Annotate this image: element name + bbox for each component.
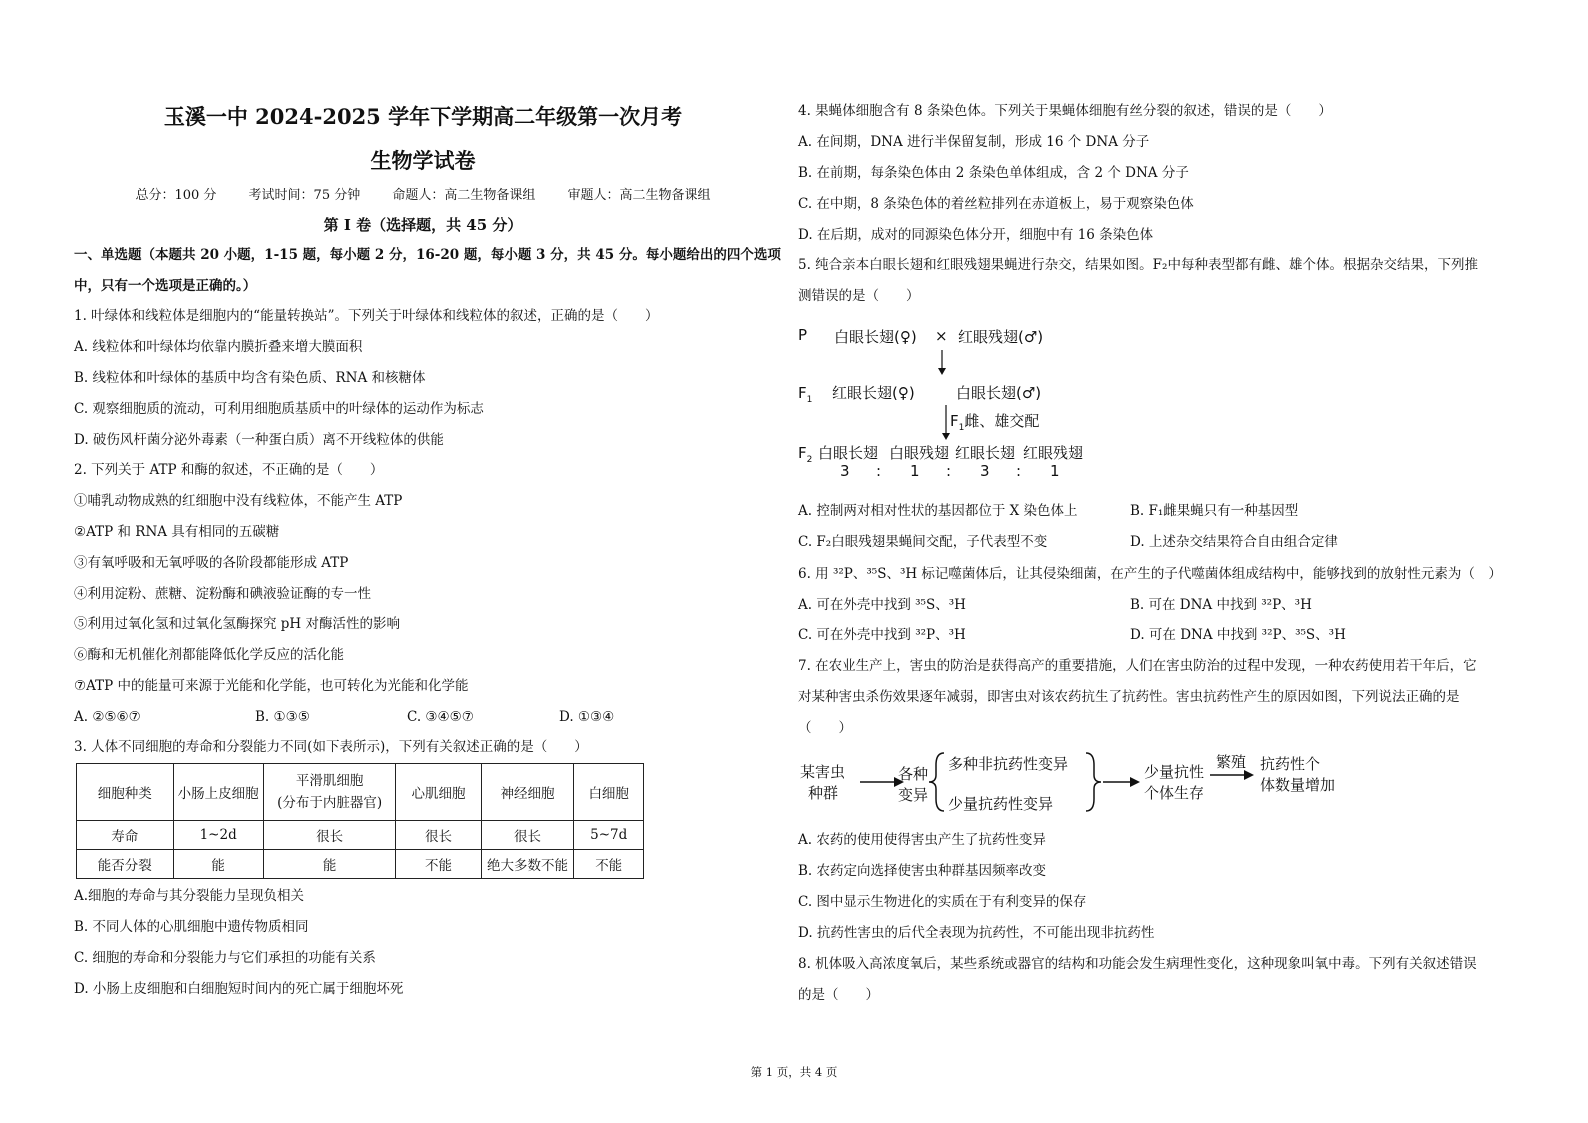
- table-cell: 很长: [481, 821, 574, 850]
- reproduction-label: 繁殖: [1216, 753, 1247, 771]
- q2-statement-5: ⑤利用过氧化氢和过氧化氢酶探究 pH 对酶活性的影响: [74, 616, 400, 632]
- page-footer: 第 1 页，共 4 页: [750, 1065, 838, 1079]
- q5-stem-line-2: 测错误的是（ ）: [798, 288, 920, 304]
- q6-option-c: C. 可在外壳中找到 ³²P、³H: [798, 627, 966, 643]
- table-cell: 很长: [263, 821, 396, 850]
- q1-stem: 1. 叶绿体和线粒体是细胞内的“能量转换站”。下列关于叶绿体和线粒体的叙述，正确的是（ ）: [74, 308, 659, 324]
- table-header: [263, 764, 396, 821]
- q7-stem-line-3: （ ）: [798, 720, 852, 736]
- table-header: 小肠上皮细胞: [173, 764, 263, 821]
- q5-stem-line-1: 5. 纯合亲本白眼长翅和红眼残翅果蝇进行杂交，结果如图。F₂中每种表型都有雌、雄个体。根据杂交结果，下列推: [798, 257, 1478, 273]
- q2-stem: 2. 下列关于 ATP 和酶的叙述，不正确的是（ ）: [74, 462, 384, 478]
- q2-statement-4: ④利用淀粉、蔗糖、淀粉酶和碘液验证酶的专一性: [74, 586, 371, 602]
- f2-type: 白眼长翅: [818, 444, 879, 462]
- table-row: [77, 850, 644, 879]
- f2-type: 红眼残翅: [1023, 444, 1084, 462]
- exam-subtitle: 生物学试卷: [370, 148, 476, 173]
- f2-type: 红眼长翅: [955, 444, 1016, 462]
- q2-statement-2: ②ATP 和 RNA 具有相同的五碳糖: [74, 524, 280, 540]
- q7-option-d: D. 抗药性害虫的后代全表现为抗药性，不可能出现非抗药性: [798, 925, 1155, 941]
- q8-stem-line-2: 的是（ ）: [798, 987, 879, 1003]
- q1-option-d: D. 破伤风杆菌分泌外毒素（一种蛋白质）离不开线粒体的供能: [74, 432, 444, 448]
- p-male: 红眼残翅(♂): [958, 328, 1044, 346]
- p-label: P: [798, 326, 808, 344]
- table-header: 心肌细胞: [396, 764, 481, 821]
- q6-option-a: A. 可在外壳中找到 ³⁵S、³H: [798, 597, 966, 613]
- q4-option-b: B. 在前期，每条染色体由 2 条染色单体组成，含 2 个 DNA 分子: [798, 165, 1189, 181]
- q3-option-a: A.细胞的寿命与其分裂能力呈现负相关: [74, 888, 305, 904]
- ratio-colon: :: [946, 462, 952, 480]
- q4-option-d: D. 在后期，成对的同源染色体分开，细胞中有 16 条染色体: [798, 227, 1154, 243]
- q3-stem: 3. 人体不同细胞的寿命和分裂能力不同(如下表所示)，下列有关叙述正确的是（ ）: [74, 739, 588, 755]
- resistance-diagram: [798, 745, 1358, 820]
- f2-type: 白眼残翅: [889, 444, 950, 462]
- cross-diagram: [798, 318, 1118, 488]
- survival-label: 少量抗性: [1144, 763, 1205, 781]
- f2-ratio: 3: [840, 462, 850, 480]
- table-cell: 寿命: [77, 821, 174, 850]
- resistant-label: 少量抗药性变异: [948, 795, 1054, 813]
- table-cell: 不能: [574, 850, 644, 879]
- q2-option-a: A. ②⑤⑥⑦: [74, 709, 141, 725]
- q5-option-a: A. 控制两对相对性状的基因都位于 X 染色体上: [798, 503, 1078, 519]
- f1-label: $F_1$: [798, 384, 813, 405]
- meta-author: 命题人：高二生物备课组: [392, 188, 536, 203]
- ratio-colon: :: [1016, 462, 1022, 480]
- q2-statement-3: ③有氧呼吸和无氧呼吸的各阶段都能形成 ATP: [74, 555, 349, 571]
- f1-male: 白眼长翅(♂): [956, 384, 1042, 402]
- q2-statement-1: ①哺乳动物成熟的红细胞中没有线粒体，不能产生 ATP: [74, 493, 403, 509]
- q5-option-c: C. F₂白眼残翅果蝇间交配，子代表型不变: [798, 534, 1048, 550]
- q3-option-c: C. 细胞的寿命和分裂能力与它们承担的功能有关系: [74, 950, 376, 966]
- non-resistant-label: 多种非抗药性变异: [948, 755, 1069, 773]
- table-row: [77, 821, 644, 850]
- f1-mating: $F_1$雌、雄交配: [950, 412, 1040, 433]
- population-label: 某害虫: [800, 763, 846, 781]
- instructions-line-1: 一、单选题（本题共 20 小题，1-15 题，每小题 2 分，16-20 题，每小题 3 分，共 45 分。每小题给出的四个选项: [74, 247, 781, 263]
- meta-time: 考试时间：75 分钟: [248, 188, 361, 203]
- increase-label: 抗药性个: [1260, 755, 1321, 773]
- increase-label: 体数量增加: [1260, 776, 1336, 794]
- f1-female: 红眼长翅(♀): [832, 384, 915, 402]
- table-header-sub: (分布于内脏器官): [277, 795, 383, 811]
- q2-statement-7: ⑦ATP 中的能量可来源于光能和化学能，也可转化为光能和化学能: [74, 678, 469, 694]
- table-cell: 能: [173, 850, 263, 879]
- table-cell: 1~2d: [173, 821, 263, 850]
- q2-option-b: B. ①③⑤: [255, 709, 310, 725]
- q2-statement-6: ⑥酶和无机催化剂都能降低化学反应的活化能: [74, 647, 344, 663]
- exam-title: 玉溪一中 2024-2025 学年下学期高二年级第一次月考: [163, 104, 683, 129]
- q4-stem: 4. 果蝇体细胞含有 8 条染色体。下列关于果蝇体细胞有丝分裂的叙述，错误的是（ ）: [798, 103, 1332, 119]
- q3-option-d: D. 小肠上皮细胞和白细胞短时间内的死亡属于细胞坏死: [74, 981, 404, 997]
- q6-option-d: D. 可在 DNA 中找到 ³²P、³⁵S、³H: [1130, 627, 1346, 643]
- f2-ratio: 1: [910, 462, 920, 480]
- q7-stem-line-1: 7. 在农业生产上，害虫的防治是获得高产的重要措施，人们在害虫防治的过程中发现，一种农药使用若干年后，它: [798, 658, 1477, 674]
- section-title: 第 Ⅰ 卷（选择题，共 45 分）: [323, 216, 523, 234]
- q7-option-b: B. 农药定向选择使害虫种群基因频率改变: [798, 863, 1047, 879]
- q8-stem-line-1: 8. 机体吸入高浓度氧后，某些系统或器官的结构和功能会发生病理性变化，这种现象叫氧中毒。下列有关叙述错误: [798, 956, 1477, 972]
- table-cell: 很长: [396, 821, 481, 850]
- q4-option-a: A. 在间期，DNA 进行半保留复制，形成 16 个 DNA 分子: [798, 134, 1150, 150]
- table-header: 细胞种类: [77, 764, 174, 821]
- q2-option-c: C. ③④⑤⑦: [407, 709, 474, 725]
- q6-stem: 6. 用 ³²P、³⁵S、³H 标记噬菌体后，让其侵染细菌，在产生的子代噬菌体组成结构中，能够找到的放射性元素为（ ）: [798, 566, 1502, 582]
- table-header: 白细胞: [574, 764, 644, 821]
- table-header: 神经细胞: [481, 764, 574, 821]
- q6-option-b: B. 可在 DNA 中找到 ³²P、³H: [1130, 597, 1312, 613]
- q5-option-b: B. F₁雌果蝇只有一种基因型: [1130, 503, 1299, 519]
- ratio-colon: :: [876, 462, 882, 480]
- q7-stem-line-2: 对某种害虫杀伤效果逐年减弱，即害虫对该农药抗生了抗药性。害虫抗药性产生的原因如图，下列说法正确的是: [798, 689, 1460, 705]
- survival-label: 个体生存: [1144, 784, 1205, 802]
- q7-option-a: A. 农药的使用使得害虫产生了抗药性变异: [798, 832, 1046, 848]
- table-cell: 能: [263, 850, 396, 879]
- p-female: 白眼长翅(♀): [834, 328, 917, 346]
- f2-label: $F_2$: [798, 444, 813, 465]
- q3-table: [76, 763, 644, 879]
- f2-ratio: 1: [1050, 462, 1060, 480]
- cross-sign: ×: [935, 327, 948, 345]
- population-label: 种群: [808, 784, 839, 802]
- exam-meta: [78, 184, 768, 203]
- table-cell: 绝大多数不能: [481, 850, 574, 879]
- q5-option-d: D. 上述杂交结果符合自由组合定律: [1130, 534, 1338, 550]
- q1-option-b: B. 线粒体和叶绿体的基质中均含有染色质、RNA 和核糖体: [74, 370, 426, 386]
- q1-option-a: A. 线粒体和叶绿体均依靠内膜折叠来增大膜面积: [74, 339, 363, 355]
- q1-option-c: C. 观察细胞质的流动，可利用细胞质基质中的叶绿体的运动作为标志: [74, 401, 484, 417]
- variation-label: 各种: [898, 765, 929, 783]
- meta-reviewer: 审题人：高二生物备课组: [567, 188, 711, 203]
- table-cell: 能否分裂: [77, 850, 174, 879]
- instructions-line-2: 中，只有一个选项是正确的。）: [74, 278, 257, 294]
- table-cell: 不能: [396, 850, 481, 879]
- table-cell: 5~7d: [574, 821, 644, 850]
- meta-total: 总分：100 分: [135, 188, 217, 203]
- q2-option-d: D. ①③④: [559, 709, 615, 725]
- q3-option-b: B. 不同人体的心肌细胞中遗传物质相同: [74, 919, 309, 935]
- q7-option-c: C. 图中显示生物进化的实质在于有利变异的保存: [798, 894, 1087, 910]
- variation-label: 变异: [898, 786, 929, 804]
- table-header-main: 平滑肌细胞: [295, 773, 364, 789]
- f2-ratio: 3: [980, 462, 990, 480]
- q4-option-c: C. 在中期，8 条染色体的着丝粒排列在赤道板上，易于观察染色体: [798, 196, 1194, 212]
